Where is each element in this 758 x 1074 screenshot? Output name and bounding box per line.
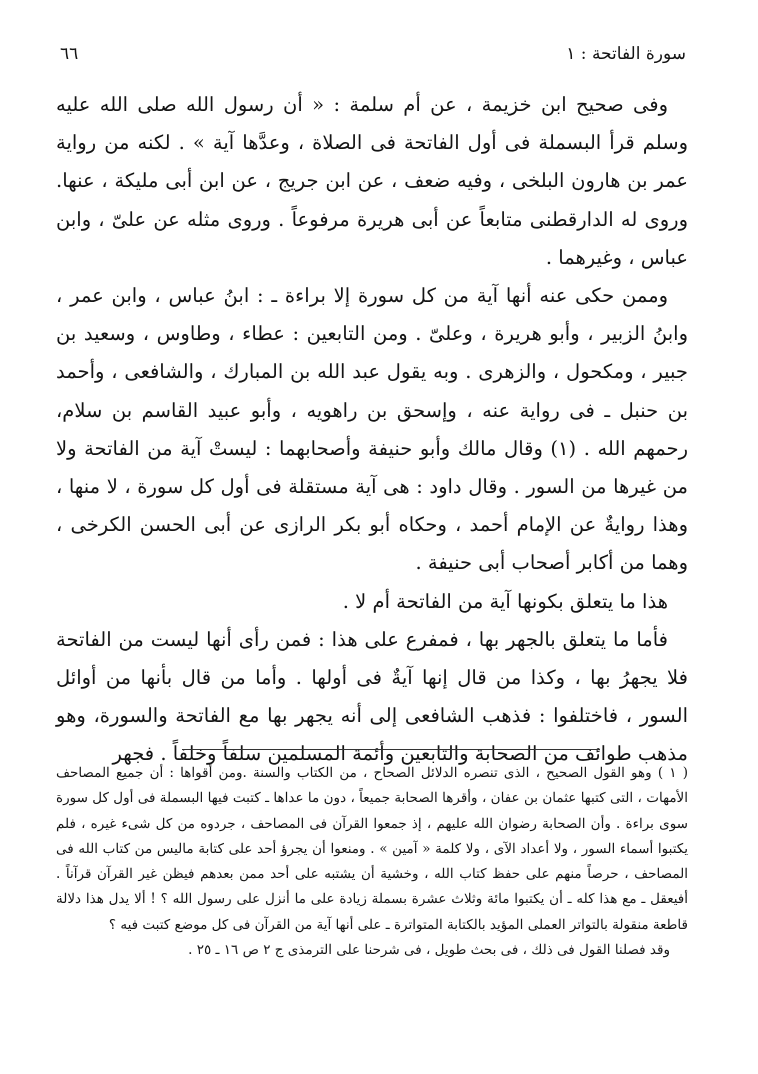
paragraph-3: هذا ما يتعلق بكونها آية من الفاتحة أم لا . — [342, 589, 668, 613]
page-number: ٦٦ — [60, 44, 79, 64]
footnote-1: ( ١ ) وهو القول الصحيح ، الذى تنصره الدلائل الصحاح ، من الكتاب والسنة .ومن أقواها : أن جميع المصاحف الأمهات ، التى كتبها عثمان بن عفان ، وأقرها الصحابة جميعاً ، دون ما عداها ـ كتبت فيها البسملة فى أول كل سورة سوى براءة . وأن الصحابة رضوان الله عليهم ، إذ جمعوا القرآن فى المصاحف ، جردوه من كل شىء غيره ، فلم يكتبوا أسماء السور ، ولا أعداد الآى ، ولا كلمة « آمين » . ومنعوا أن يجرؤ أحد على كتابة ماليس من كتاب الله فى المصاحف ، حرصاً منهم على حفظ كتاب الله ، وخشية أن يشتبه على أحد ممن بعدهم فيظن غير القرآن قرآناً . أفيعقل ـ مع هذا كله ـ أن يكتبوا مائة وثلاث عشرة بسملة زيادة على ما أنزل على رسول الله ؟ ! ألا يدل هذا دلالة قاطعة منقولة بالتواتر العملى المؤيد بالكتابة المتواترة ـ على أنها آية من القرآن فى كل موضع كتبت فيه ؟ — [56, 765, 688, 933]
paragraph-2: وممن حكى عنه أنها آية من كل سورة إلا براءة ـ : ابنُ عباس ، وابن عمر ، وابنُ الزبير ، وأبو هريرة ، وعلىّ . ومن التابعين : عطاء ، وطاوس ، وسعيد بن جبير ، ومكحول ، والزهرى . وبه يقول عبد الله بن المبارك ، والشافعى ، وأحمد بن حنبل ـ فى رواية عنه ، وإسحق بن راهويه ، وأبو عبيد القاسم بن سلام، رحمهم الله . (١) وقال مالك وأبو حنيفة وأصحابهما : ليستْ آية من الفاتحة ولا من غيرها من السور . وقال داود : هى آية مستقلة فى أول كل سورة ، لا منها ، وهذا روايةٌ عن الإمام أحمد ، وحكاه أبو بكر الرازى عن أبى الحسن الكرخى ، وهما من أكابر أصحاب أبى حنيفة . — [56, 284, 688, 575]
main-text — [56, 86, 688, 774]
footnote-reference: وقد فصلنا القول فى ذلك ، فى بحث طويل ، فى شرحنا على الترمذى ج ٢ ص ١٦ ـ ٢٥ . — [188, 942, 670, 959]
footnote-separator — [182, 749, 600, 750]
running-title: سورة الفاتحة : ١ — [566, 44, 686, 64]
footnotes — [56, 761, 688, 963]
paragraph-1: وفى صحيح ابن خزيمة ، عن أم سلمة : « أن رسول الله صلى الله عليه وسلم قرأ البسملة فى أول الفاتحة فى الصلاة ، وعدَّها آية » . لكنه من رواية عمر بن هارون البلخى ، وفيه ضعف ، عن ابن جريج ، عن ابن أبى مليكة ، عنها. وروى له الدارقطنى متابعاً عن أبى هريرة مرفوعاً . وروى مثله عن علىّ ، وابن عباس ، وغيرهما . — [56, 93, 688, 269]
page-header — [60, 40, 686, 70]
paragraph-4: فأما ما يتعلق بالجهر بها ، فمفرع على هذا : فمن رأى أنها ليست من الفاتحة فلا يجهرُ بها ، وكذا من قال إنها آيةٌ فى أولها . وأما من قال بأنها من أوائل السور ، فاختلفوا : فذهب الشافعى إلى أنه يجهر بها مع الفاتحة والسورة، وهو مذهب طوائف من الصحابة والتابعين وأئمة المسلمين سلفاً وخلفاً . فجهر — [56, 627, 688, 766]
